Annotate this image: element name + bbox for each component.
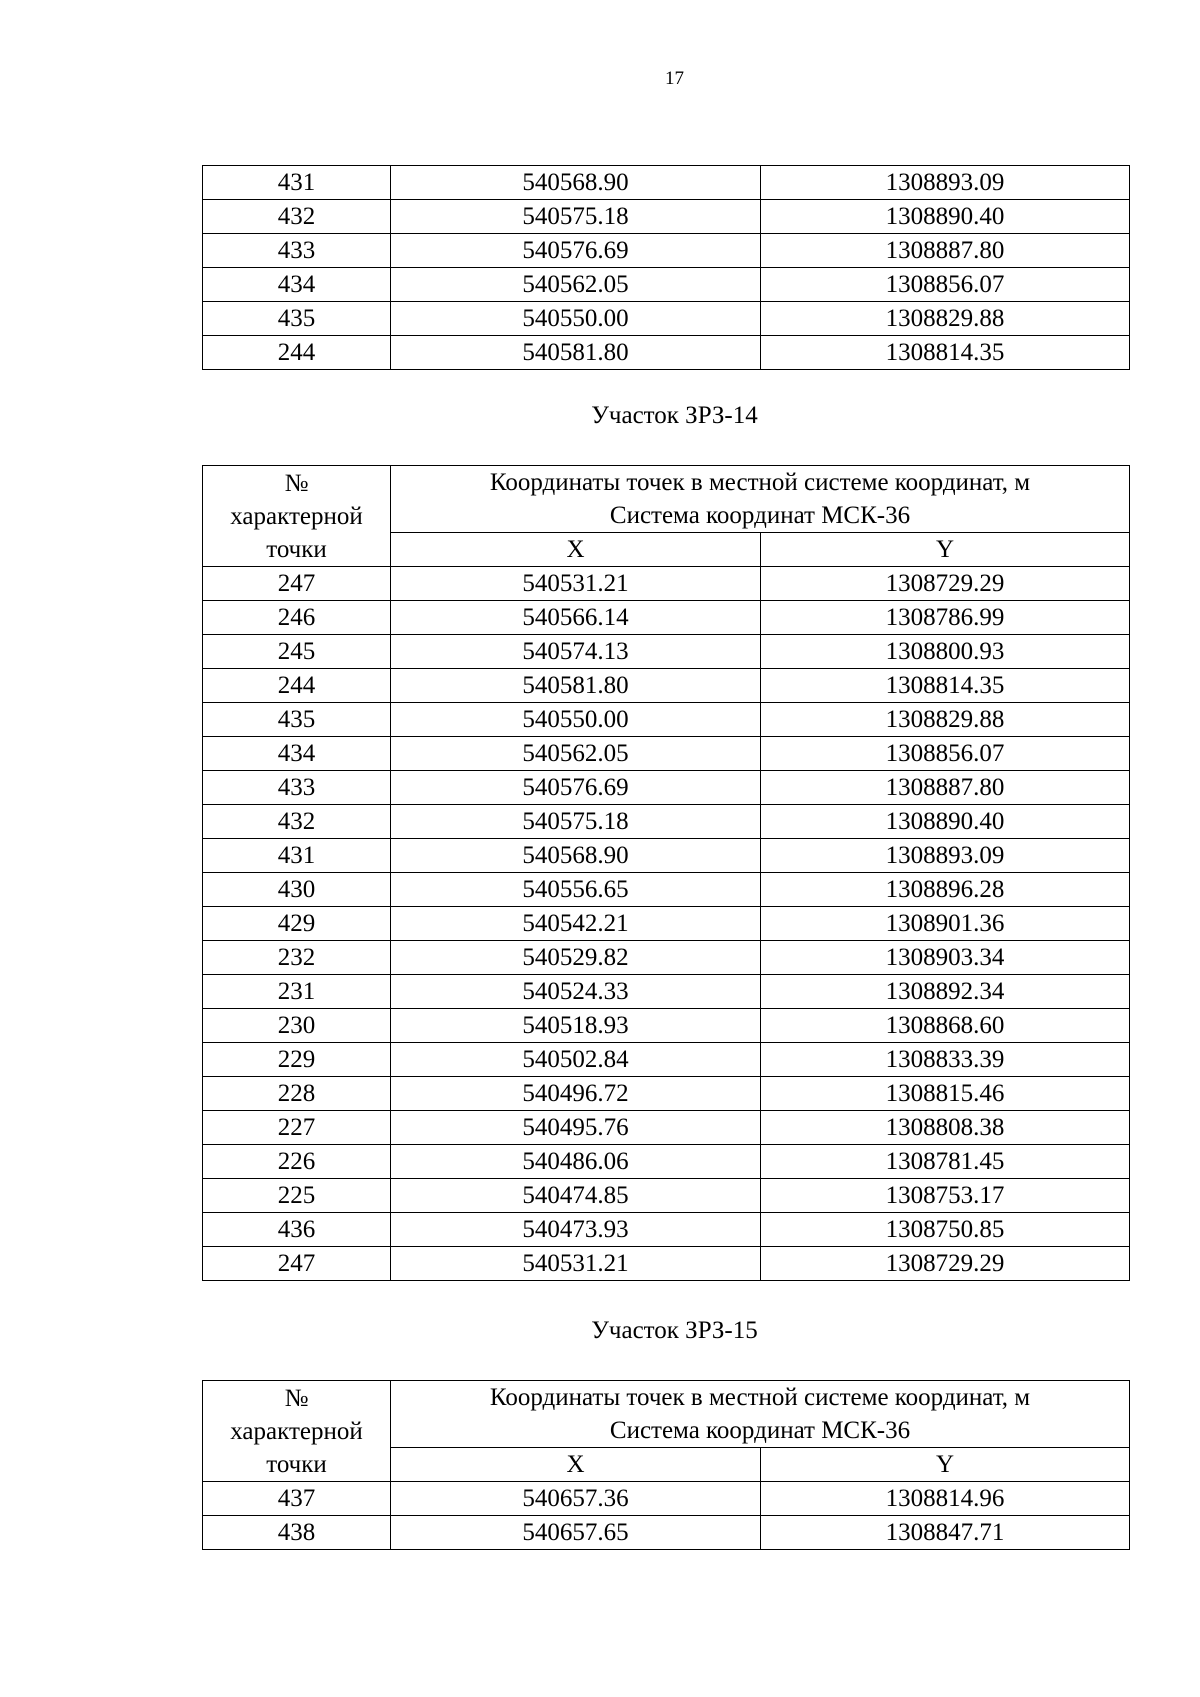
- y-coordinate-cell: 1308903.34: [761, 941, 1130, 975]
- table-row: [203, 1043, 1130, 1077]
- point-number-cell: 433: [203, 234, 391, 268]
- y-column-header: Y: [761, 1448, 1130, 1482]
- coordinates-header-line1: Координаты точек в местной системе координат, м: [489, 1384, 1031, 1411]
- x-coordinate-cell: 540473.93: [391, 1213, 761, 1247]
- table-row: [203, 839, 1130, 873]
- point-number-cell: 244: [203, 336, 391, 370]
- point-number-header-line3: точки: [266, 1450, 327, 1478]
- table-row: [203, 1213, 1130, 1247]
- continuation-coordinates-table: [202, 165, 1130, 370]
- point-number-cell: 434: [203, 737, 391, 771]
- point-number-cell: 432: [203, 805, 391, 839]
- table-header: [203, 1381, 1130, 1482]
- coordinates-header-line2: Система координат МСК-36: [609, 1417, 911, 1444]
- x-coordinate-cell: 540531.21: [391, 567, 761, 601]
- table-row: [203, 805, 1130, 839]
- page-number: 17: [665, 68, 684, 89]
- y-coordinate-cell: 1308892.34: [761, 975, 1130, 1009]
- x-coordinate-cell: 540575.18: [391, 805, 761, 839]
- table-row: [203, 1516, 1130, 1550]
- point-number-cell: 437: [203, 1482, 391, 1516]
- number-sign: №: [284, 469, 309, 497]
- table-row: [203, 771, 1130, 805]
- table-body-zrz-14: [203, 567, 1130, 1281]
- x-coordinate-cell: 540562.05: [391, 268, 761, 302]
- x-coordinate-cell: 540575.18: [391, 200, 761, 234]
- table-row: [203, 567, 1130, 601]
- x-coordinate-cell: 540502.84: [391, 1043, 761, 1077]
- point-number-cell: 438: [203, 1516, 391, 1550]
- table-header: [203, 466, 1130, 567]
- point-number-cell: 435: [203, 302, 391, 336]
- x-coordinate-cell: 540657.36: [391, 1482, 761, 1516]
- point-number-cell: 429: [203, 907, 391, 941]
- point-number-cell: 227: [203, 1111, 391, 1145]
- y-coordinate-cell: 1308856.07: [761, 737, 1130, 771]
- point-number-cell: 430: [203, 873, 391, 907]
- x-coordinate-cell: 540568.90: [391, 839, 761, 873]
- table-row: [203, 635, 1130, 669]
- x-coordinate-cell: 540576.69: [391, 234, 761, 268]
- y-coordinate-cell: 1308887.80: [761, 234, 1130, 268]
- x-coordinate-cell: 540576.69: [391, 771, 761, 805]
- y-coordinate-cell: 1308750.85: [761, 1213, 1130, 1247]
- y-coordinate-cell: 1308829.88: [761, 703, 1130, 737]
- table-row: [203, 737, 1130, 771]
- table-row: [203, 601, 1130, 635]
- section-title-zrz-15: Участок ЗРЗ-15: [591, 1317, 758, 1344]
- point-number-cell: 232: [203, 941, 391, 975]
- x-coordinate-cell: 540524.33: [391, 975, 761, 1009]
- y-coordinate-cell: 1308729.29: [761, 1247, 1130, 1281]
- point-number-header-line2: характерной: [230, 502, 363, 530]
- section-title-zrz-14: Участок ЗРЗ-14: [591, 402, 758, 429]
- coordinates-table-zrz-14: [202, 465, 1130, 1281]
- point-number-cell: 431: [203, 166, 391, 200]
- x-coordinate-cell: 540566.14: [391, 601, 761, 635]
- table-row: [203, 975, 1130, 1009]
- y-coordinate-cell: 1308814.35: [761, 336, 1130, 370]
- coordinates-table-zrz-15: [202, 1380, 1130, 1550]
- table-row: [203, 1009, 1130, 1043]
- coordinates-header-line1: Координаты точек в местной системе координат, м: [489, 469, 1031, 496]
- x-column-header: X: [391, 1448, 761, 1482]
- y-coordinate-cell: 1308890.40: [761, 200, 1130, 234]
- x-coordinate-cell: 540574.13: [391, 635, 761, 669]
- point-number-cell: 225: [203, 1179, 391, 1213]
- point-number-cell: 246: [203, 601, 391, 635]
- point-number-cell: 247: [203, 1247, 391, 1281]
- table-row: [203, 166, 1130, 200]
- table-row: [203, 200, 1130, 234]
- table-row: [203, 873, 1130, 907]
- number-sign: №: [284, 1384, 309, 1412]
- point-number-cell: 231: [203, 975, 391, 1009]
- x-coordinate-cell: 540556.65: [391, 873, 761, 907]
- point-number-header-line2: характерной: [230, 1417, 363, 1445]
- x-coordinate-cell: 540474.85: [391, 1179, 761, 1213]
- y-coordinate-cell: 1308893.09: [761, 166, 1130, 200]
- table-row: [203, 336, 1130, 370]
- x-coordinate-cell: 540529.82: [391, 941, 761, 975]
- table-row: [203, 302, 1130, 336]
- y-coordinate-cell: 1308833.39: [761, 1043, 1130, 1077]
- point-number-cell: 244: [203, 669, 391, 703]
- table-row: [203, 907, 1130, 941]
- x-column-header: X: [391, 533, 761, 567]
- y-coordinate-cell: 1308786.99: [761, 601, 1130, 635]
- table-row: [203, 1145, 1130, 1179]
- point-number-cell: 230: [203, 1009, 391, 1043]
- x-coordinate-cell: 540496.72: [391, 1077, 761, 1111]
- point-number-cell: 245: [203, 635, 391, 669]
- x-coordinate-cell: 540657.65: [391, 1516, 761, 1550]
- table-row: [203, 1482, 1130, 1516]
- y-coordinate-cell: 1308800.93: [761, 635, 1130, 669]
- y-coordinate-cell: 1308893.09: [761, 839, 1130, 873]
- table-row: [203, 1111, 1130, 1145]
- continuation-table-body: [203, 166, 1130, 370]
- y-coordinate-cell: 1308781.45: [761, 1145, 1130, 1179]
- coordinates-header-line2: Система координат МСК-36: [609, 502, 911, 529]
- point-number-cell: 226: [203, 1145, 391, 1179]
- y-coordinate-cell: 1308808.38: [761, 1111, 1130, 1145]
- point-number-cell: 247: [203, 567, 391, 601]
- coordinates-header: [391, 466, 1130, 533]
- y-coordinate-cell: 1308890.40: [761, 805, 1130, 839]
- x-coordinate-cell: 540486.06: [391, 1145, 761, 1179]
- point-number-cell: 435: [203, 703, 391, 737]
- table-row: [203, 1247, 1130, 1281]
- point-number-cell: 431: [203, 839, 391, 873]
- y-coordinate-cell: 1308868.60: [761, 1009, 1130, 1043]
- point-number-header: [203, 1381, 391, 1482]
- table-row: [203, 703, 1130, 737]
- y-coordinate-cell: 1308729.29: [761, 567, 1130, 601]
- y-coordinate-cell: 1308829.88: [761, 302, 1130, 336]
- y-coordinate-cell: 1308753.17: [761, 1179, 1130, 1213]
- point-number-cell: 432: [203, 200, 391, 234]
- point-number-header-line3: точки: [266, 535, 327, 563]
- table-row: [203, 1077, 1130, 1111]
- table-row: [203, 669, 1130, 703]
- point-number-cell: 433: [203, 771, 391, 805]
- table-row: [203, 234, 1130, 268]
- x-coordinate-cell: 540550.00: [391, 703, 761, 737]
- x-coordinate-cell: 540581.80: [391, 669, 761, 703]
- table-row: [203, 268, 1130, 302]
- y-coordinate-cell: 1308814.96: [761, 1482, 1130, 1516]
- y-coordinate-cell: 1308887.80: [761, 771, 1130, 805]
- x-coordinate-cell: 540550.00: [391, 302, 761, 336]
- x-coordinate-cell: 540531.21: [391, 1247, 761, 1281]
- point-number-header: [203, 466, 391, 567]
- y-coordinate-cell: 1308814.35: [761, 669, 1130, 703]
- y-coordinate-cell: 1308856.07: [761, 268, 1130, 302]
- point-number-cell: 228: [203, 1077, 391, 1111]
- point-number-cell: 436: [203, 1213, 391, 1247]
- x-coordinate-cell: 540562.05: [391, 737, 761, 771]
- table-row: [203, 941, 1130, 975]
- x-coordinate-cell: 540568.90: [391, 166, 761, 200]
- point-number-cell: 434: [203, 268, 391, 302]
- table-row: [203, 1179, 1130, 1213]
- coordinates-header: [391, 1381, 1130, 1448]
- point-number-cell: 229: [203, 1043, 391, 1077]
- x-coordinate-cell: 540495.76: [391, 1111, 761, 1145]
- y-coordinate-cell: 1308896.28: [761, 873, 1130, 907]
- table-body-zrz-15: [203, 1482, 1130, 1550]
- y-coordinate-cell: 1308901.36: [761, 907, 1130, 941]
- y-column-header: Y: [761, 533, 1130, 567]
- x-coordinate-cell: 540542.21: [391, 907, 761, 941]
- x-coordinate-cell: 540518.93: [391, 1009, 761, 1043]
- x-coordinate-cell: 540581.80: [391, 336, 761, 370]
- y-coordinate-cell: 1308847.71: [761, 1516, 1130, 1550]
- y-coordinate-cell: 1308815.46: [761, 1077, 1130, 1111]
